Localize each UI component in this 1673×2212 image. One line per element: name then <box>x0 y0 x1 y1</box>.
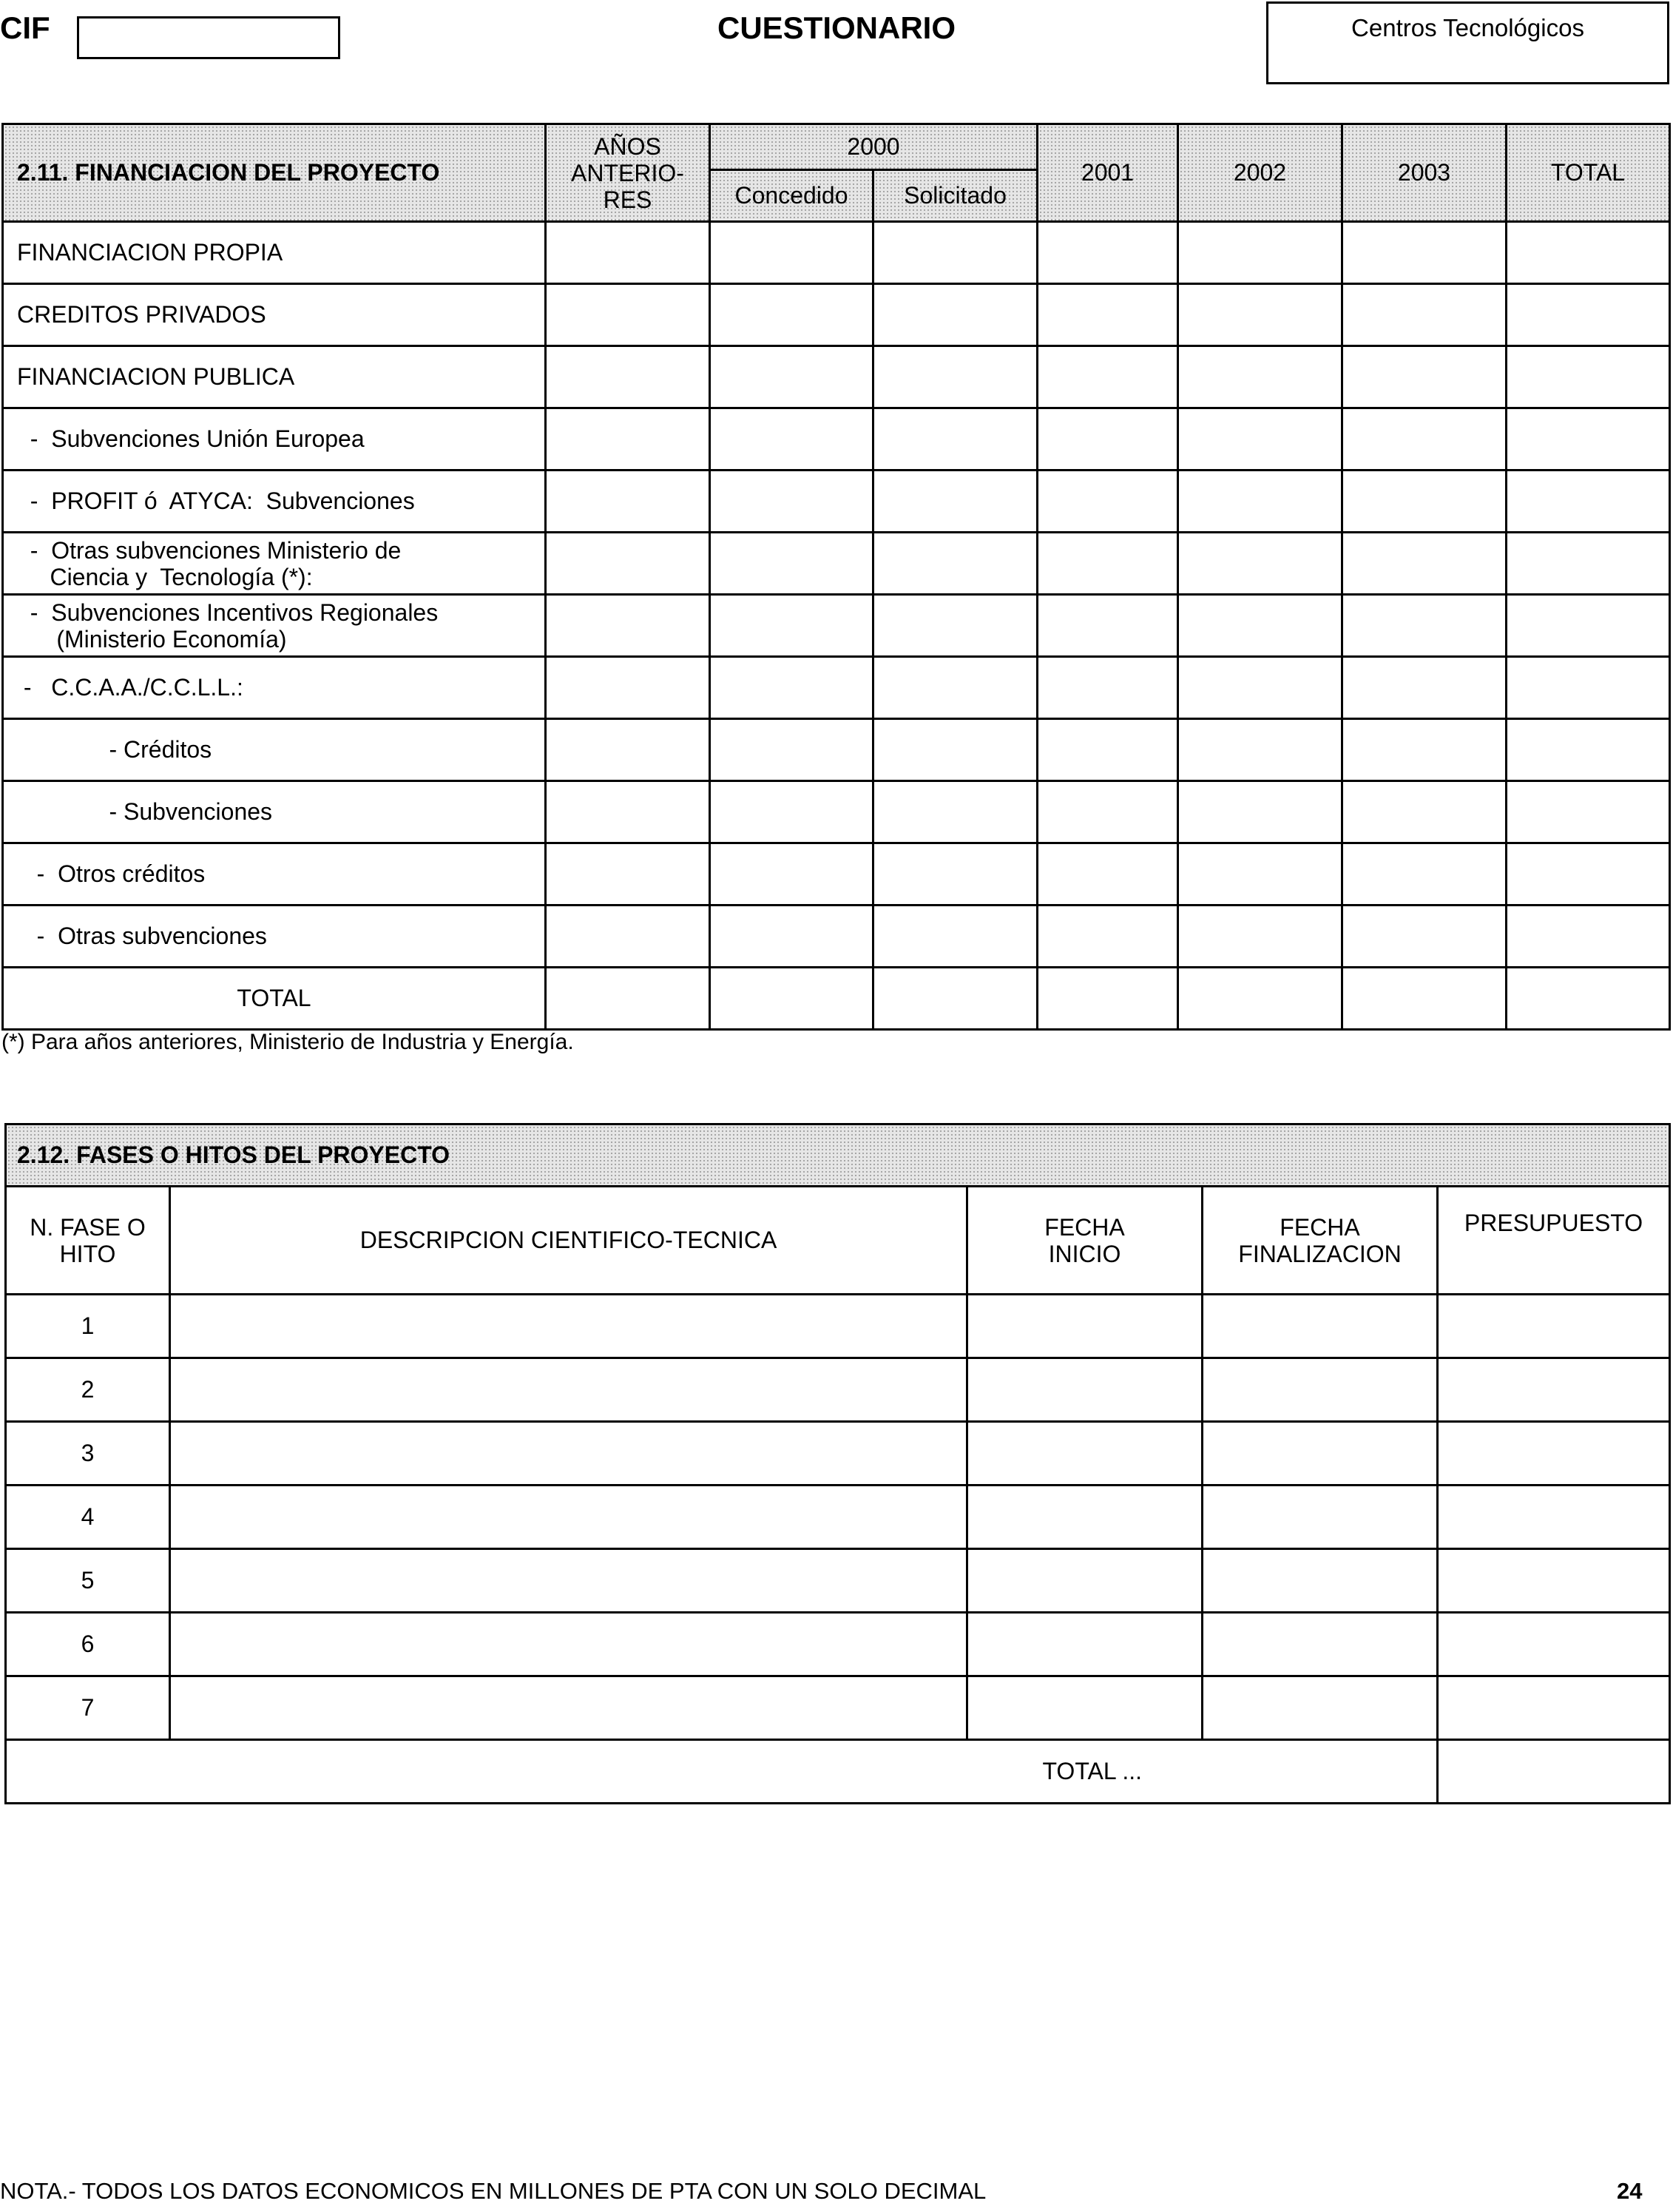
financing-cell[interactable] <box>1038 906 1178 968</box>
financing-cell[interactable] <box>1038 781 1178 843</box>
financing-table <box>1 123 1671 1031</box>
financing-cell[interactable] <box>710 719 873 781</box>
col-header-2002: 2002 <box>1178 124 1342 222</box>
phase-cell[interactable] <box>1438 1295 1670 1358</box>
financing-cell[interactable] <box>873 222 1038 284</box>
phase-cell[interactable] <box>1438 1676 1670 1740</box>
footnote: (*) Para años anteriores, Ministerio de Industria y Energía. <box>1 1030 574 1054</box>
financing-row <box>3 408 1670 471</box>
phase-number: 3 <box>6 1422 170 1486</box>
phase-cell[interactable] <box>1438 1549 1670 1613</box>
financing-cell[interactable] <box>1342 408 1507 471</box>
phase-cell[interactable] <box>170 1549 967 1613</box>
financing-cell[interactable] <box>546 719 710 781</box>
financing-row <box>3 781 1670 843</box>
financing-cell[interactable] <box>1507 471 1670 533</box>
phase-number: 1 <box>6 1295 170 1358</box>
financing-cell[interactable] <box>873 346 1038 408</box>
col-header-solicitado: Solicitado <box>873 170 1038 222</box>
financing-row-label: FINANCIACION PUBLICA <box>3 346 546 408</box>
financing-cell[interactable] <box>1507 906 1670 968</box>
cell[interactable] <box>1342 968 1507 1030</box>
financing-cell[interactable] <box>1507 843 1670 906</box>
financing-cell[interactable] <box>1178 781 1342 843</box>
phase-row <box>6 1358 1670 1422</box>
financing-cell[interactable] <box>546 781 710 843</box>
phases-section-title: 2.12. FASES O HITOS DEL PROYECTO <box>6 1124 1670 1187</box>
financing-cell[interactable] <box>1178 595 1342 657</box>
phase-cell[interactable] <box>170 1358 967 1422</box>
phase-row <box>6 1486 1670 1549</box>
financing-cell[interactable] <box>1178 346 1342 408</box>
financing-cell[interactable] <box>1342 284 1507 346</box>
col-header-phase-number: N. FASE O HITO <box>6 1187 170 1295</box>
financing-cell[interactable] <box>710 595 873 657</box>
footer-note: NOTA.- TODOS LOS DATOS ECONOMICOS EN MILLONES DE PTA CON UN SOLO DECIMAL <box>0 2178 987 2204</box>
financing-cell[interactable] <box>546 346 710 408</box>
col-header-concedido: Concedido <box>710 170 873 222</box>
financing-cell[interactable] <box>546 657 710 719</box>
financing-cell[interactable] <box>873 781 1038 843</box>
financing-cell[interactable] <box>1507 408 1670 471</box>
financing-row-label: - Subvenciones Unión Europea <box>3 408 546 471</box>
phase-cell[interactable] <box>170 1295 967 1358</box>
financing-cell[interactable] <box>710 781 873 843</box>
financing-cell[interactable] <box>1507 222 1670 284</box>
financing-cell[interactable] <box>1038 222 1178 284</box>
phase-cell[interactable] <box>967 1422 1203 1486</box>
phase-cell[interactable] <box>1438 1486 1670 1549</box>
financing-cell[interactable] <box>546 595 710 657</box>
phase-cell[interactable] <box>967 1676 1203 1740</box>
phase-number: 6 <box>6 1613 170 1676</box>
financing-row <box>3 533 1670 595</box>
phase-number: 7 <box>6 1676 170 1740</box>
financing-row-label: - PROFIT ó ATYCA: Subvenciones <box>3 471 546 533</box>
financing-cell[interactable] <box>710 222 873 284</box>
financing-cell[interactable] <box>710 408 873 471</box>
col-header-description: DESCRIPCION CIENTIFICO-TECNICA <box>170 1187 967 1295</box>
phase-cell[interactable] <box>1438 1613 1670 1676</box>
col-header-previous-years: AÑOS ANTERIO- RES <box>546 124 710 222</box>
col-header-start-date: FECHA INICIO <box>967 1187 1203 1295</box>
financing-cell[interactable] <box>1178 843 1342 906</box>
phase-row <box>6 1422 1670 1486</box>
phase-cell[interactable] <box>967 1549 1203 1613</box>
financing-row <box>3 843 1670 906</box>
financing-cell[interactable] <box>546 408 710 471</box>
col-header-total: TOTAL <box>1507 124 1670 222</box>
financing-cell[interactable] <box>873 843 1038 906</box>
financing-cell[interactable] <box>1178 284 1342 346</box>
financing-row-label: - C.C.A.A./C.C.L.L.: <box>3 657 546 719</box>
financing-cell[interactable] <box>873 408 1038 471</box>
financing-row-label: - Otras subvenciones <box>3 906 546 968</box>
cell[interactable] <box>1038 968 1178 1030</box>
financing-cell[interactable] <box>1178 906 1342 968</box>
financing-row-label: CREDITOS PRIVADOS <box>3 284 546 346</box>
category-box <box>1266 1 1669 84</box>
financing-cell[interactable] <box>1178 408 1342 471</box>
financing-cell[interactable] <box>546 906 710 968</box>
financing-row <box>3 595 1670 657</box>
col-header-2000: 2000 <box>710 124 1038 170</box>
phase-cell[interactable] <box>1203 1295 1438 1358</box>
phase-number: 2 <box>6 1358 170 1422</box>
phase-cell[interactable] <box>967 1358 1203 1422</box>
col-header-2001: 2001 <box>1038 124 1178 222</box>
financing-row <box>3 471 1670 533</box>
financing-row-label: - Otros créditos <box>3 843 546 906</box>
financing-row-label: - Otras subvenciones Ministerio de Ciencia y Tecnología (*): <box>3 533 546 595</box>
cell[interactable] <box>1507 968 1670 1030</box>
financing-cell[interactable] <box>1342 719 1507 781</box>
financing-cell[interactable] <box>546 533 710 595</box>
financing-cell[interactable] <box>1507 781 1670 843</box>
phase-number: 4 <box>6 1486 170 1549</box>
financing-cell[interactable] <box>710 906 873 968</box>
financing-row <box>3 657 1670 719</box>
page-number: 24 <box>1617 2178 1643 2204</box>
category-label: Centros Tecnológicos <box>1351 14 1584 41</box>
financing-cell[interactable] <box>873 595 1038 657</box>
phase-cell[interactable] <box>170 1422 967 1486</box>
financing-cell[interactable] <box>710 843 873 906</box>
financing-row-label: - Subvenciones <box>3 781 546 843</box>
phase-cell[interactable] <box>170 1486 967 1549</box>
financing-cell[interactable] <box>1038 719 1178 781</box>
financing-cell[interactable] <box>1507 595 1670 657</box>
phase-row <box>6 1549 1670 1613</box>
financing-cell[interactable] <box>873 657 1038 719</box>
financing-cell[interactable] <box>1342 657 1507 719</box>
financing-cell[interactable] <box>1507 533 1670 595</box>
financing-cell[interactable] <box>1178 471 1342 533</box>
phase-cell[interactable] <box>1203 1422 1438 1486</box>
phase-cell[interactable] <box>1438 1358 1670 1422</box>
financing-cell[interactable] <box>1342 222 1507 284</box>
phase-cell[interactable] <box>967 1613 1203 1676</box>
financing-cell[interactable] <box>1178 719 1342 781</box>
phase-number: 5 <box>6 1549 170 1613</box>
phase-cell[interactable] <box>170 1613 967 1676</box>
financing-cell[interactable] <box>873 533 1038 595</box>
financing-row <box>3 222 1670 284</box>
cell[interactable] <box>873 968 1038 1030</box>
col-header-budget: PRESUPUESTO <box>1438 1187 1670 1295</box>
financing-cell[interactable] <box>1038 346 1178 408</box>
financing-cell[interactable] <box>1342 346 1507 408</box>
phase-cell[interactable] <box>1203 1486 1438 1549</box>
financing-cell[interactable] <box>710 346 873 408</box>
col-header-end-date: FECHA FINALIZACION <box>1203 1187 1438 1295</box>
financing-row <box>3 719 1670 781</box>
financing-cell[interactable] <box>1038 471 1178 533</box>
financing-row-label: - Créditos <box>3 719 546 781</box>
financing-cell[interactable] <box>546 843 710 906</box>
financing-section-title: 2.11. FINANCIACION DEL PROYECTO <box>3 124 546 222</box>
financing-cell[interactable] <box>546 471 710 533</box>
financing-cell[interactable] <box>1038 533 1178 595</box>
phase-cell[interactable] <box>1203 1358 1438 1422</box>
phase-row <box>6 1295 1670 1358</box>
financing-cell[interactable] <box>1507 284 1670 346</box>
phase-cell[interactable] <box>1203 1676 1438 1740</box>
financing-cell[interactable] <box>873 284 1038 346</box>
financing-total-label: TOTAL <box>3 968 546 1030</box>
financing-cell[interactable] <box>1342 595 1507 657</box>
financing-cell[interactable] <box>1342 781 1507 843</box>
page-title: CUESTIONARIO <box>717 10 956 45</box>
financing-cell[interactable] <box>710 657 873 719</box>
financing-cell[interactable] <box>1507 719 1670 781</box>
financing-row-label: - Subvenciones Incentivos Regionales (Ministerio Economía) <box>3 595 546 657</box>
financing-cell[interactable] <box>1342 533 1507 595</box>
phase-cell[interactable] <box>170 1676 967 1740</box>
financing-cell[interactable] <box>873 906 1038 968</box>
phases-total-label: TOTAL ... <box>6 1740 1438 1804</box>
financing-cell[interactable] <box>873 471 1038 533</box>
financing-row <box>3 906 1670 968</box>
financing-cell[interactable] <box>1178 533 1342 595</box>
financing-cell[interactable] <box>710 533 873 595</box>
phases-table <box>4 1123 1671 1804</box>
financing-cell[interactable] <box>1178 222 1342 284</box>
cell[interactable] <box>1178 968 1342 1030</box>
financing-cell[interactable] <box>873 719 1038 781</box>
financing-cell[interactable] <box>546 284 710 346</box>
financing-row <box>3 346 1670 408</box>
cell[interactable] <box>546 968 710 1030</box>
financing-cell[interactable] <box>1038 284 1178 346</box>
financing-cell[interactable] <box>1178 657 1342 719</box>
financing-cell[interactable] <box>1342 843 1507 906</box>
phase-row <box>6 1676 1670 1740</box>
phase-cell[interactable] <box>1203 1613 1438 1676</box>
financing-cell[interactable] <box>1038 657 1178 719</box>
phase-cell[interactable] <box>967 1295 1203 1358</box>
financing-cell[interactable] <box>546 222 710 284</box>
financing-cell[interactable] <box>1038 408 1178 471</box>
phase-cell[interactable] <box>1203 1549 1438 1613</box>
phase-cell[interactable] <box>1438 1422 1670 1486</box>
financing-cell[interactable] <box>1038 843 1178 906</box>
phase-cell[interactable] <box>967 1486 1203 1549</box>
financing-cell[interactable] <box>1342 471 1507 533</box>
financing-cell[interactable] <box>1507 346 1670 408</box>
financing-row <box>3 284 1670 346</box>
financing-cell[interactable] <box>1507 657 1670 719</box>
cell[interactable] <box>710 968 873 1030</box>
phases-total-cell[interactable] <box>1438 1740 1670 1804</box>
col-header-2003: 2003 <box>1342 124 1507 222</box>
financing-row-label: FINANCIACION PROPIA <box>3 222 546 284</box>
financing-cell[interactable] <box>1342 906 1507 968</box>
cif-label: CIF <box>0 10 50 45</box>
financing-cell[interactable] <box>710 471 873 533</box>
financing-cell[interactable] <box>1038 595 1178 657</box>
phase-row <box>6 1613 1670 1676</box>
financing-cell[interactable] <box>710 284 873 346</box>
